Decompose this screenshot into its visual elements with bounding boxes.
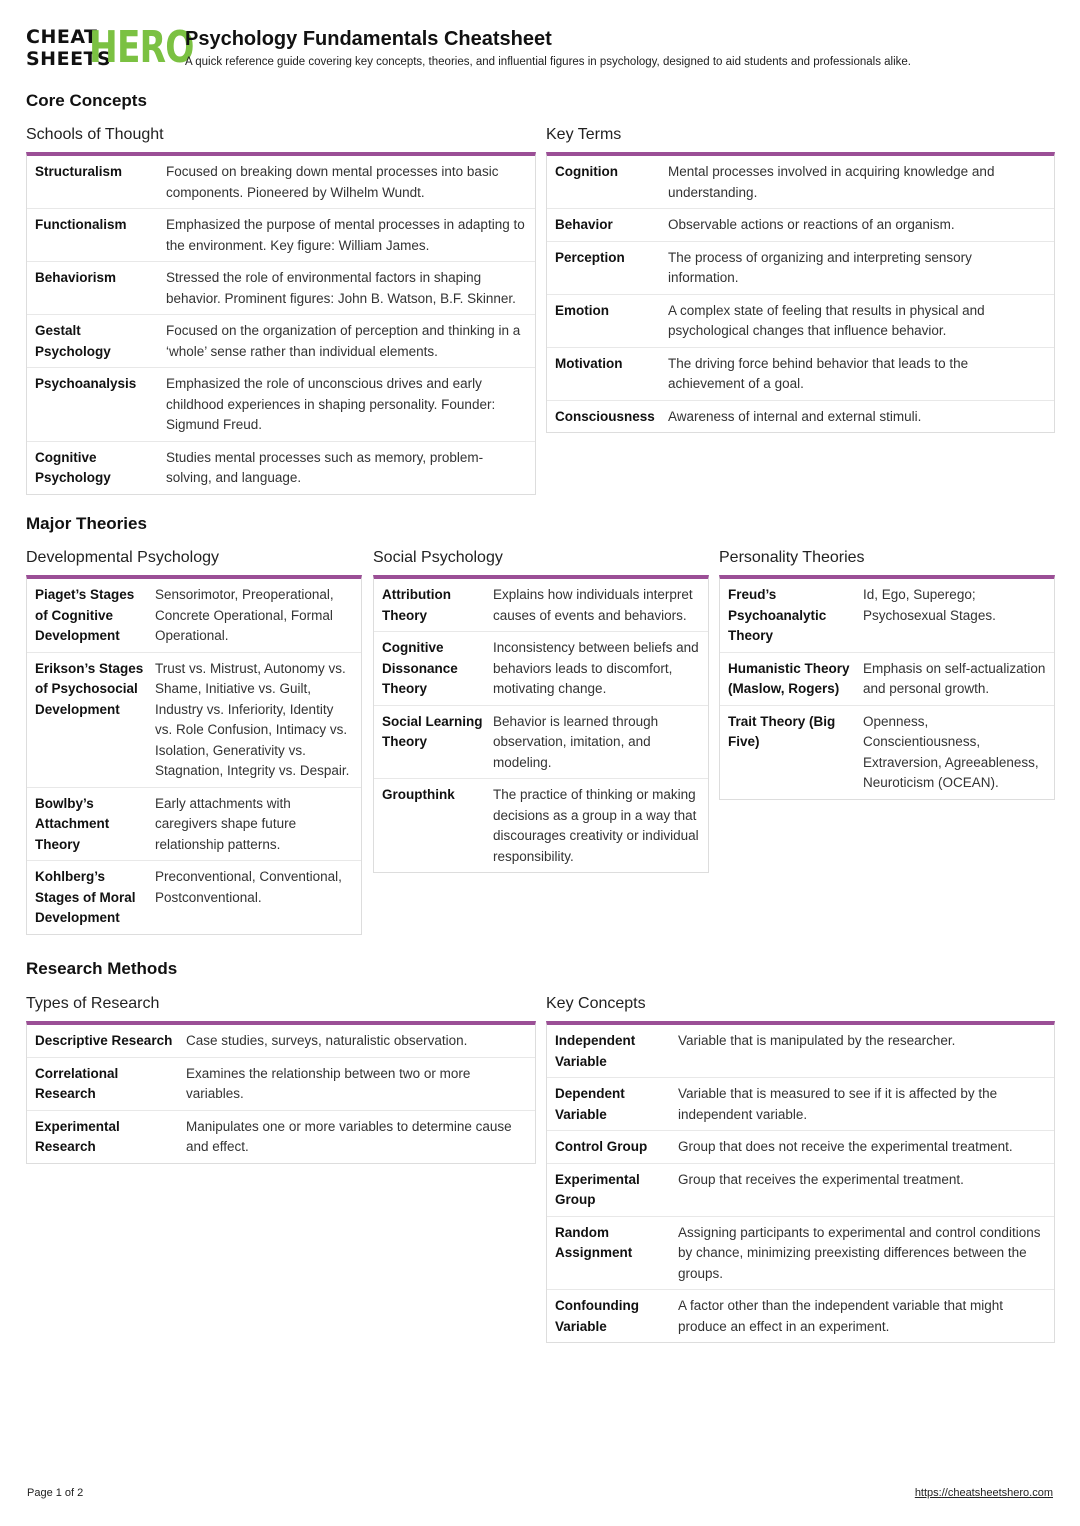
page-header <box>26 22 1056 73</box>
row-term: Piaget’s Stages of Cognitive Development <box>35 587 135 643</box>
table-row <box>27 788 361 862</box>
table-row <box>547 1025 1054 1078</box>
row-term: Independent Variable <box>555 1033 636 1069</box>
table-row <box>27 315 535 368</box>
row-term: Random Assignment <box>555 1224 633 1260</box>
block-personality-theories <box>719 547 1055 800</box>
row-description: Awareness of internal and external stimuli. <box>668 408 922 424</box>
table-row <box>720 579 1054 653</box>
row-term: Correlational Research <box>35 1065 119 1101</box>
logo-cheat-text: CHEAT <box>26 26 98 48</box>
logo-sheets-text: SHEETS <box>26 48 112 70</box>
developmental-table <box>26 575 362 935</box>
block-title: Schools of Thought <box>26 126 164 143</box>
row-description: The practice of thinking or making decisions as a group in a way that discourages creativity or individual responsibility. <box>493 787 699 864</box>
row-term: Social Learning Theory <box>382 713 483 749</box>
table-row <box>547 348 1054 401</box>
row-term: Descriptive Research <box>35 1033 173 1048</box>
row-description: The process of organizing and interpreting sensory information. <box>668 249 972 285</box>
block-title: Personality Theories <box>719 549 865 566</box>
block-key-concepts <box>546 993 1055 1343</box>
table-row <box>27 653 361 788</box>
block-schools-of-thought <box>26 124 536 495</box>
row-term: Consciousness <box>555 408 655 424</box>
key-concepts-table <box>546 1021 1055 1343</box>
types-of-research-table <box>26 1021 536 1164</box>
table-row <box>547 295 1054 348</box>
row-description: Assigning participants to experimental and control conditions by chance, minimizing preexisting differences between the groups. <box>678 1224 1041 1281</box>
block-key-terms <box>546 124 1055 433</box>
row-term: Kohlberg’s Stages of Moral Development <box>35 869 136 925</box>
row-term: Gestalt Psychology <box>35 323 111 359</box>
table-row <box>374 632 708 706</box>
site-link[interactable]: https://cheatsheetshero.com <box>914 1487 1053 1499</box>
table-row <box>547 1217 1054 1291</box>
row-description: Id, Ego, Superego; Psychosexual Stages. <box>863 587 996 623</box>
row-description: Emphasized the purpose of mental processes in adapting to the environment. Key figure: William James. <box>166 217 525 253</box>
row-description: Studies mental processes such as memory, problem-solving, and language. <box>166 449 484 485</box>
row-description: Focused on breaking down mental processes into basic components. Pioneered by Wilhelm Wundt. <box>166 164 499 200</box>
row-term: Behaviorism <box>35 270 117 285</box>
row-description: Trust vs. Mistrust, Autonomy vs. Shame, Initiative vs. Guilt, Industry vs. Inferiority, Identity vs. Role Confusion, Intimacy vs. Isolation, Generativity vs. Stagnation, Integrity vs. Despair. <box>155 660 350 778</box>
row-term: Emotion <box>555 302 609 318</box>
row-description: Group that does not receive the experimental treatment. <box>678 1139 1013 1154</box>
row-term: Freud’s Psychoanalytic Theory <box>728 587 827 643</box>
row-term: Humanistic Theory (Maslow, Rogers) <box>728 660 850 696</box>
row-description: A complex state of feeling that results in physical and psychological changes that influence behavior. <box>668 302 985 338</box>
page-title: Psychology Fundamentals Cheatsheet <box>185 28 552 50</box>
table-row <box>720 653 1054 706</box>
table-row <box>27 156 535 209</box>
row-term: Experimental Research <box>35 1118 120 1154</box>
row-term: Perception <box>555 249 625 265</box>
row-term: Erikson’s Stages of Psychosocial Development <box>35 660 144 717</box>
row-description: Manipulates one or more variables to determine cause and effect. <box>186 1118 512 1154</box>
row-term: Trait Theory (Big Five) <box>728 713 836 749</box>
row-term: Cognition <box>555 164 618 179</box>
table-row <box>547 156 1054 209</box>
row-term: Functionalism <box>35 217 127 232</box>
row-description: Explains how individuals interpret causes of events and behaviors. <box>493 587 693 623</box>
table-row <box>27 209 535 262</box>
row-description: Focused on the organization of perception and thinking in a ‘whole’ sense rather than individual elements. <box>166 323 521 359</box>
row-description: Behavior is learned through observation, imitation, and modeling. <box>493 713 659 770</box>
section-title-major-theories: Major Theories <box>26 514 147 533</box>
row-term: Confounding Variable <box>555 1298 639 1334</box>
row-description: Early attachments with caregivers shape future relationship patterns. <box>155 795 297 852</box>
row-description: Inconsistency between beliefs and behaviors leads to discomfort, motivating change. <box>493 640 699 696</box>
page-subtitle: A quick reference guide covering key concepts, theories, and influential figures in psychology, designed to aid students and professionals alike. <box>185 56 912 68</box>
table-row <box>27 442 535 494</box>
row-description: Emphasized the role of unconscious drives and early childhood experiences in shaping personality. Founder: Sigmund Freud. <box>166 376 496 432</box>
block-title: Key Terms <box>546 126 622 143</box>
row-description: Stressed the role of environmental factors in shaping behavior. Prominent figures: John B. Watson, B.F. Skinner. <box>166 270 516 306</box>
row-description: Preconventional, Conventional, Postconventional. <box>155 869 342 905</box>
table-row <box>374 779 708 872</box>
table-row <box>27 368 535 442</box>
block-types-of-research <box>26 993 536 1164</box>
schools-table <box>26 152 536 495</box>
table-row <box>374 706 708 780</box>
row-description: Examines the relationship between two or more variables. <box>186 1065 471 1101</box>
row-description: Observable actions or reactions of an organism. <box>668 217 955 232</box>
row-description: The driving force behind behavior that leads to the achievement of a goal. <box>668 355 969 391</box>
table-row <box>547 1131 1054 1164</box>
row-description: Mental processes involved in acquiring knowledge and understanding. <box>668 164 995 200</box>
row-term: Control Group <box>555 1139 648 1154</box>
row-description: Variable that is manipulated by the researcher. <box>678 1033 956 1048</box>
logo-hero-text: HERO <box>89 22 194 73</box>
row-term: Motivation <box>555 355 623 371</box>
table-row <box>27 579 361 653</box>
row-term: Attribution Theory <box>382 587 451 623</box>
row-description: Case studies, surveys, naturalistic observation. <box>186 1033 468 1048</box>
table-row <box>27 1058 535 1111</box>
row-term: Cognitive Dissonance Theory <box>382 640 458 696</box>
table-row <box>720 706 1054 799</box>
section-title-research-methods: Research Methods <box>26 959 178 978</box>
block-developmental-psychology <box>26 547 362 935</box>
row-description: A factor other than the independent variable that might produce an effect in an experiment. <box>678 1298 1003 1334</box>
row-term: Dependent Variable <box>555 1086 625 1122</box>
personality-table <box>719 575 1055 800</box>
table-row <box>547 401 1054 433</box>
table-row <box>547 1290 1054 1342</box>
social-table <box>373 575 709 873</box>
table-row <box>547 209 1054 242</box>
block-title: Social Psychology <box>373 549 503 566</box>
row-description: Openness, Conscientiousness, Extraversion, Agreeableness, Neuroticism (OCEAN). <box>863 713 1039 790</box>
page-number: Page 1 of 2 <box>27 1487 84 1499</box>
row-term: Groupthink <box>382 787 455 802</box>
row-term: Structuralism <box>35 164 123 179</box>
row-description: Group that receives the experimental treatment. <box>678 1171 964 1187</box>
table-row <box>27 861 361 934</box>
row-term: Behavior <box>555 217 613 232</box>
key-terms-table <box>546 152 1055 433</box>
cheatsheetshero-logo[interactable] <box>26 22 194 73</box>
section-title-core-concepts: Core Concepts <box>26 91 147 110</box>
row-term: Cognitive Psychology <box>35 449 111 485</box>
table-row <box>374 579 708 632</box>
row-description: Emphasis on self-actualization and personal growth. <box>863 660 1046 696</box>
table-row <box>547 242 1054 295</box>
row-description: Sensorimotor, Preoperational, Concrete Operational, Formal Operational. <box>155 587 334 643</box>
block-title: Key Concepts <box>546 995 646 1012</box>
table-row <box>27 262 535 315</box>
row-term: Psychoanalysis <box>35 376 137 391</box>
table-row <box>27 1025 535 1058</box>
row-term: Experimental Group <box>555 1171 640 1207</box>
block-title: Types of Research <box>26 995 160 1012</box>
block-title: Developmental Psychology <box>26 549 219 566</box>
table-row <box>547 1078 1054 1131</box>
table-row <box>27 1111 535 1163</box>
row-term: Bowlby’s Attachment Theory <box>35 795 110 852</box>
row-description: Variable that is measured to see if it is affected by the independent variable. <box>678 1086 998 1122</box>
table-row <box>547 1164 1054 1217</box>
block-social-psychology <box>373 547 709 873</box>
